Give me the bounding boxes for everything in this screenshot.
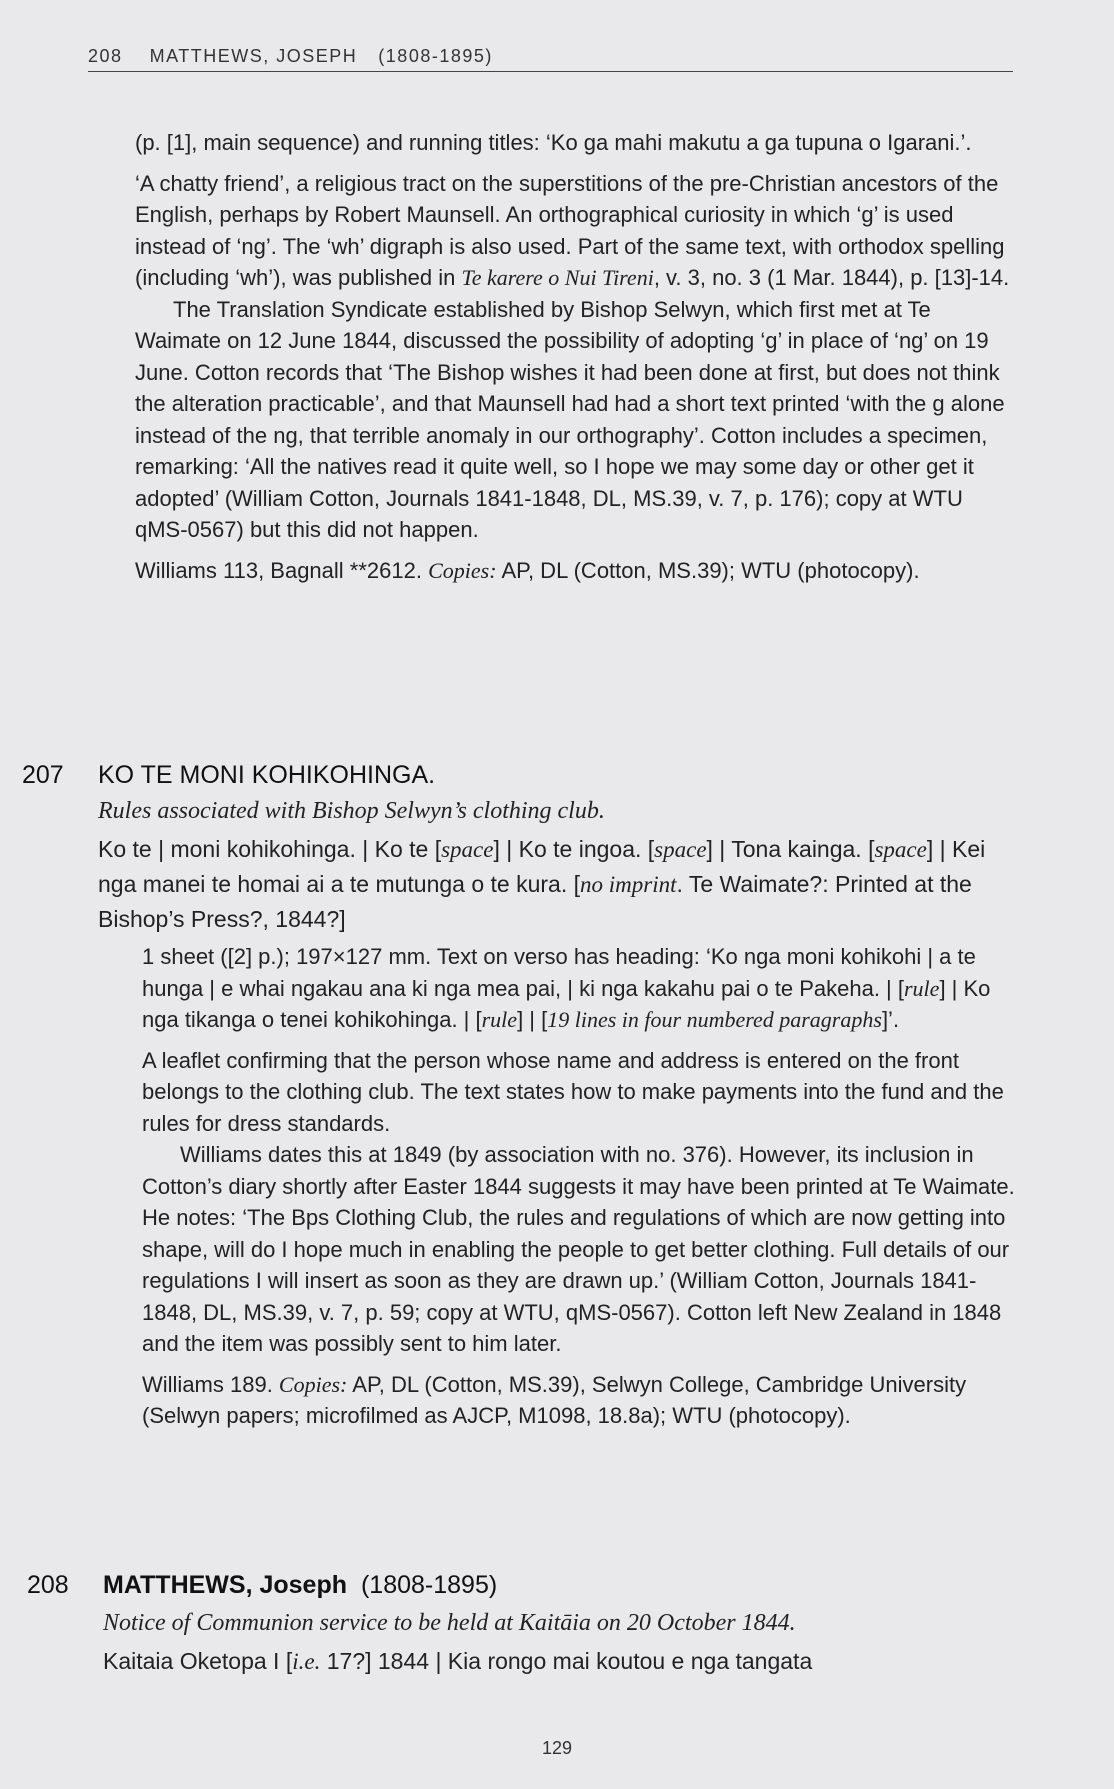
entry-206-continuation [135,127,1012,586]
entry-208-subtitle: Notice of Communion service to be held at Kaitāia on 20 October 1844. [103,1610,796,1636]
entry-206-note: ‘A chatty friend’, a religious tract on the superstitions of the pre-Christian ancestors of the English, perhaps by Robert Maunsell. An orthographical curiosity in which ‘g’ is used instead of ‘ng’. The ‘wh’ digraph is also used. Part of the same text, with orthodox spelling (including ‘wh’), was published in Te karere o Nui Tireni, v. 3, no. 3 (1 Mar. 1844), p. [13]-14. [135,170,1010,290]
entry-208-author: MATTHEWS, Joseph [103,1571,347,1599]
entry-207-notes [142,941,1018,1432]
running-head [88,46,1013,72]
page-number: 129 [541,1738,573,1758]
running-head-page: 208 [88,46,123,66]
entry-208-heading [103,1571,497,1600]
running-head-name: MATTHEWS, JOSEPH [149,46,358,66]
entry-207-description: 1 sheet ([2] p.); 197×127 mm. Text on verso has heading: ‘Ko nga moni kohikohi | a te hunga | e whai ngakau ana ki nga mea pai, | ki nga kakahu pai o te Pakeha. | [rule] | Ko nga tikanga o tenei kohikohinga. | [rule] | [19 lines in four numbered paragraphs]’. [142,944,991,1032]
entry-207-dating-note: Williams dates this at 1849 (by association with no. 376). However, its inclusion in Cotton’s diary shortly after Easter 1844 suggests it may have been printed at Te Waimate. He notes: ‘The Bps Clothing Club, the rules and regulations of which are now getting into shape, will do I hope much in enabling the people to get better clothing. Full details of our regulations I will insert as soon as they are drawn up.’ (William Cotton, Journals 1841-1848, DL, MS.39, v. 7, p. 59; copy at WTU, qMS-0567). Cotton left New Zealand in 1848 and the item was possibly sent to him later. [142,1142,1015,1356]
running-head-dates: (1808-1895) [378,46,493,66]
entry-206-discussion: The Translation Syndicate established by Bishop Selwyn, which first met at Te Waimate on 12 June 1844, discussed the possibility of adopting ‘g’ in place of ‘ng’ on 19 June. Cotton records that ‘The Bishop wishes it had been done at first, but does not think the alteration practicable’, and that Maunsell had had a short text printed ‘with the g alone instead of the ng, that terrible anomaly in our orthography’. Cotton includes a specimen, remarking: ‘All the natives read it quite well, so I hope we may some day or other get it adopted’ (William Cotton, Journals 1841-1848, DL, MS.39, v. 7, p. 176); copy at WTU qMS-0567) but this did not happen. [135,296,1005,542]
entry-207-leaflet-note: A leaflet confirming that the person whose name and address is entered on the front belongs to the clothing club. The text states how to make payments into the fund and the rules for dress standards. [142,1047,1004,1136]
entry-207-transcription: Ko te | moni kohikohinga. | Ko te [space] | Ko te ingoa. [space] | Tona kainga. [space] | Kei nga manei te homai ai a te mutunga o te kura. [no imprint. Te Waimate?: Printed at the Bishop’s Press?, 1844?] [98,836,986,932]
entry-206-copies: Williams 113, Bagnall **2612. Copies: AP, DL (Cotton, MS.39); WTU (photocopy). [135,557,920,583]
entry-207-number: 207 [22,761,64,789]
entry-208-number: 208 [27,1571,69,1599]
entry-207-title: KO TE MONI KOHIKOHINGA. [98,761,436,789]
entry-207-copies: Williams 189. Copies: AP, DL (Cotton, MS.39), Selwyn College, Cambridge University (Selwyn papers; microfilmed as AJCP, M1098, 18.8a); WTU (photocopy). [142,1371,967,1428]
entry-208-transcription: Kaitaia Oketopa I [i.e. 17?] 1844 | Kia rongo mai koutou e nga tangata [103,1648,813,1674]
entry-206-running-titles: (p. [1], main sequence) and running titles: ‘Ko ga mahi makutu a ga tupuna o Igarani.’. [135,130,972,155]
entry-207-subtitle: Rules associated with Bishop Selwyn’s clothing club. [98,798,605,824]
entry-208-dates: (1808-1895) [360,1571,498,1599]
